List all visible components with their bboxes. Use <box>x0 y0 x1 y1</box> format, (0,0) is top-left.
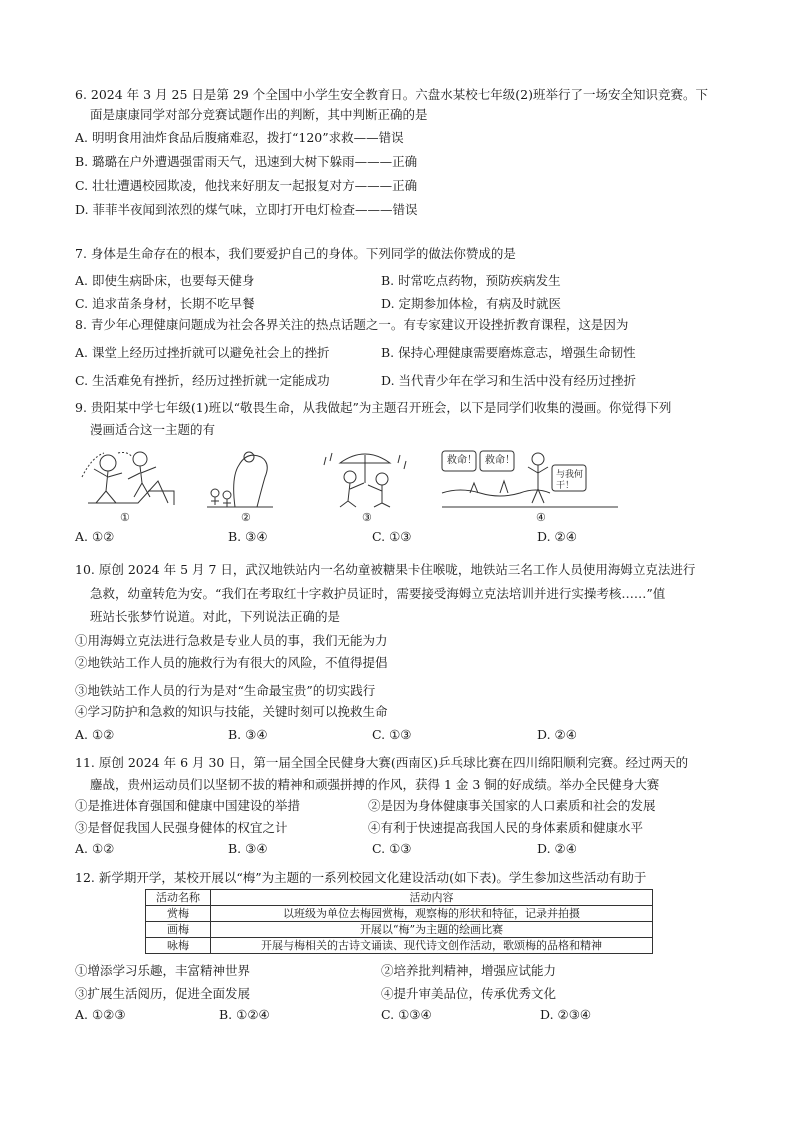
q11-item-1: ①是推进体育强国和健康中国建设的举措 <box>75 798 301 813</box>
table-header-content: 活动内容 <box>211 890 653 906</box>
table-cell-content: 开展以“梅”为主题的绘画比赛 <box>211 922 653 938</box>
q12-item-1: ①增添学习乐趣，丰富精神世界 <box>75 963 251 978</box>
q11-option-b: B. ③④ <box>228 841 268 856</box>
comic-2-illustration <box>205 447 275 509</box>
q11-option-d: D. ②④ <box>537 841 577 856</box>
q12-stem: 12. 新学期开学，某校开展以“梅”为主题的一系列校园文化建设活动(如下表)。学生参加这些活动有助于 <box>75 870 647 885</box>
table-row <box>146 906 653 922</box>
q10-option-c: C. ①③ <box>372 727 412 742</box>
comic-4-bubble-1: 救命！ <box>447 455 477 466</box>
q12-option-d: D. ②③④ <box>540 1007 592 1022</box>
q12-option-a: A. ①②③ <box>75 1007 126 1022</box>
q10-stem-line2: 急救，幼童转危为安。“我们在考取红十字救护员证时，需要接受海姆立克法培训并进行实操考核……”值 <box>90 586 666 601</box>
q12-item-4: ④提升审美品位，传承优秀文化 <box>381 986 557 1001</box>
q12-item-3: ③扩展生活阅历，促进全面发展 <box>75 986 251 1001</box>
q11-option-a: A. ①② <box>75 841 115 856</box>
q8-option-a: A. 课堂上经历过挫折就可以避免社会上的挫折 <box>75 345 330 360</box>
table-row <box>146 938 653 954</box>
activity-table <box>145 889 653 954</box>
table-cell-name: 画梅 <box>146 922 211 938</box>
q9-option-c: C. ①③ <box>372 529 412 544</box>
q11-option-c: C. ①③ <box>372 841 412 856</box>
q6-stem-line2: 面是康康同学对部分竞赛试题作出的判断，其中判断正确的是 <box>90 107 428 122</box>
q11-item-3: ③是督促我国人民强身健体的权宜之计 <box>75 820 288 835</box>
comic-2-caption: ② <box>241 511 251 524</box>
comic-4-caption: ④ <box>536 511 546 524</box>
table-cell-content: 以班级为单位去梅园赏梅，观察梅的形状和特征，记录并拍摄 <box>211 906 653 922</box>
q12-option-b: B. ①②④ <box>219 1007 270 1022</box>
comic-4-bubble-2: 救命！ <box>485 455 515 466</box>
q11-item-4: ④有利于快速提高我国人民的身体素质和健康水平 <box>368 820 644 835</box>
q10-option-d: D. ②④ <box>537 727 577 742</box>
q9-option-a: A. ①② <box>75 529 115 544</box>
q6-option-b: B. 璐璐在户外遭遇强雷雨天气，迅速到大树下躲雨———正确 <box>75 154 418 169</box>
q9-stem-line2: 漫画适合这一主题的有 <box>90 422 216 437</box>
q12-option-c: C. ①③④ <box>381 1007 432 1022</box>
q6-option-a: A. 明明食用油炸食品后腹痛难忍，拨打“120”求救——错误 <box>75 130 404 145</box>
comic-4-bubble-3: 与我何干！ <box>556 470 584 491</box>
q8-option-d: D. 当代青少年在学习和生活中没有经历过挫折 <box>381 373 637 388</box>
q8-option-c: C. 生活难免有挫折，经历过挫折就一定能成功 <box>75 373 330 388</box>
q6-option-c: C. 壮壮遭遇校园欺凌，他找来好朋友一起报复对方———正确 <box>75 178 418 193</box>
table-row <box>146 922 653 938</box>
q6-option-d: D. 菲菲半夜闻到浓烈的煤气味，立即打开电灯检查———错误 <box>75 202 418 217</box>
q7-option-d: D. 定期参加体检，有病及时就医 <box>381 296 562 311</box>
comic-1-caption: ① <box>120 511 130 524</box>
table-header-row <box>146 890 653 906</box>
q6-stem-line1: 6. 2024 年 3 月 25 日是第 29 个全国中小学生安全教育日。六盘水某校七年级(2)班举行了一场安全知识竞赛。下 <box>75 87 708 102</box>
q9-option-d: D. ②④ <box>537 529 577 544</box>
q7-stem: 7. 身体是生命存在的根本，我们要爱护自己的身体。下列同学的做法你赞成的是 <box>75 246 516 261</box>
q10-option-a: A. ①② <box>75 727 115 742</box>
q10-item-4: ④学习防护和急救的知识与技能，关键时刻可以挽救生命 <box>75 704 388 719</box>
q10-item-2: ②地铁站工作人员的施救行为有很大的风险，不值得提倡 <box>75 655 388 670</box>
q9-stem-line1: 9. 贵阳某中学七年级(1)班以“敬畏生命，从我做起”为主题召开班会，以下是同学们收集的漫画。你觉得下列 <box>75 400 672 415</box>
q10-option-b: B. ③④ <box>228 727 268 742</box>
q11-stem-line2: 鏖战，贵州运动员们以坚韧不拔的精神和顽强拼搏的作风，获得 1 金 3 铜的好成绩。举办全民健身大赛 <box>90 777 660 792</box>
q7-option-c: C. 追求苗条身材，长期不吃早餐 <box>75 296 255 311</box>
table-header-name: 活动名称 <box>146 890 211 906</box>
q10-stem-line1: 10. 原创 2024 年 5 月 7 日，武汉地铁站内一名幼童被糖果卡住喉咙，地铁站三名工作人员使用海姆立克法进行 <box>75 562 696 577</box>
q10-item-3: ③地铁站工作人员的行为是对“生命最宝贵”的切实践行 <box>75 683 376 698</box>
q7-option-b: B. 时常吃点药物，预防疾病发生 <box>381 273 561 288</box>
q9-option-b: B. ③④ <box>228 529 268 544</box>
comic-3-caption: ③ <box>362 511 372 524</box>
comic-3-illustration <box>320 447 410 509</box>
q8-option-b: B. 保持心理健康需要磨炼意志，增强生命韧性 <box>381 345 636 360</box>
table-cell-name: 赏梅 <box>146 906 211 922</box>
q11-stem-line1: 11. 原创 2024 年 6 月 30 日，第一届全国全民健身大赛(西南区)乒乓球比赛在四川绵阳顺利完赛。经过两天的 <box>75 755 689 770</box>
q7-option-a: A. 即使生病卧床，也要每天健身 <box>75 273 255 288</box>
q11-item-2: ②是因为身体健康事关国家的人口素质和社会的发展 <box>368 798 656 813</box>
table-cell-content: 开展与梅相关的古诗文诵读、现代诗文创作活动，歌颂梅的品格和精神 <box>211 938 653 954</box>
q8-stem: 8. 青少年心理健康问题成为社会各界关注的热点话题之一。有专家建议开设挫折教育课程，这是因为 <box>75 317 629 332</box>
table-cell-name: 咏梅 <box>146 938 211 954</box>
q12-item-2: ②培养批判精神，增强应试能力 <box>381 963 557 978</box>
comic-1-illustration <box>78 447 178 509</box>
q10-stem-line3: 班站长张梦竹说道。对此，下列说法正确的是 <box>90 609 341 624</box>
q10-item-1: ①用海姆立克法进行急救是专业人员的事，我们无能为力 <box>75 633 388 648</box>
